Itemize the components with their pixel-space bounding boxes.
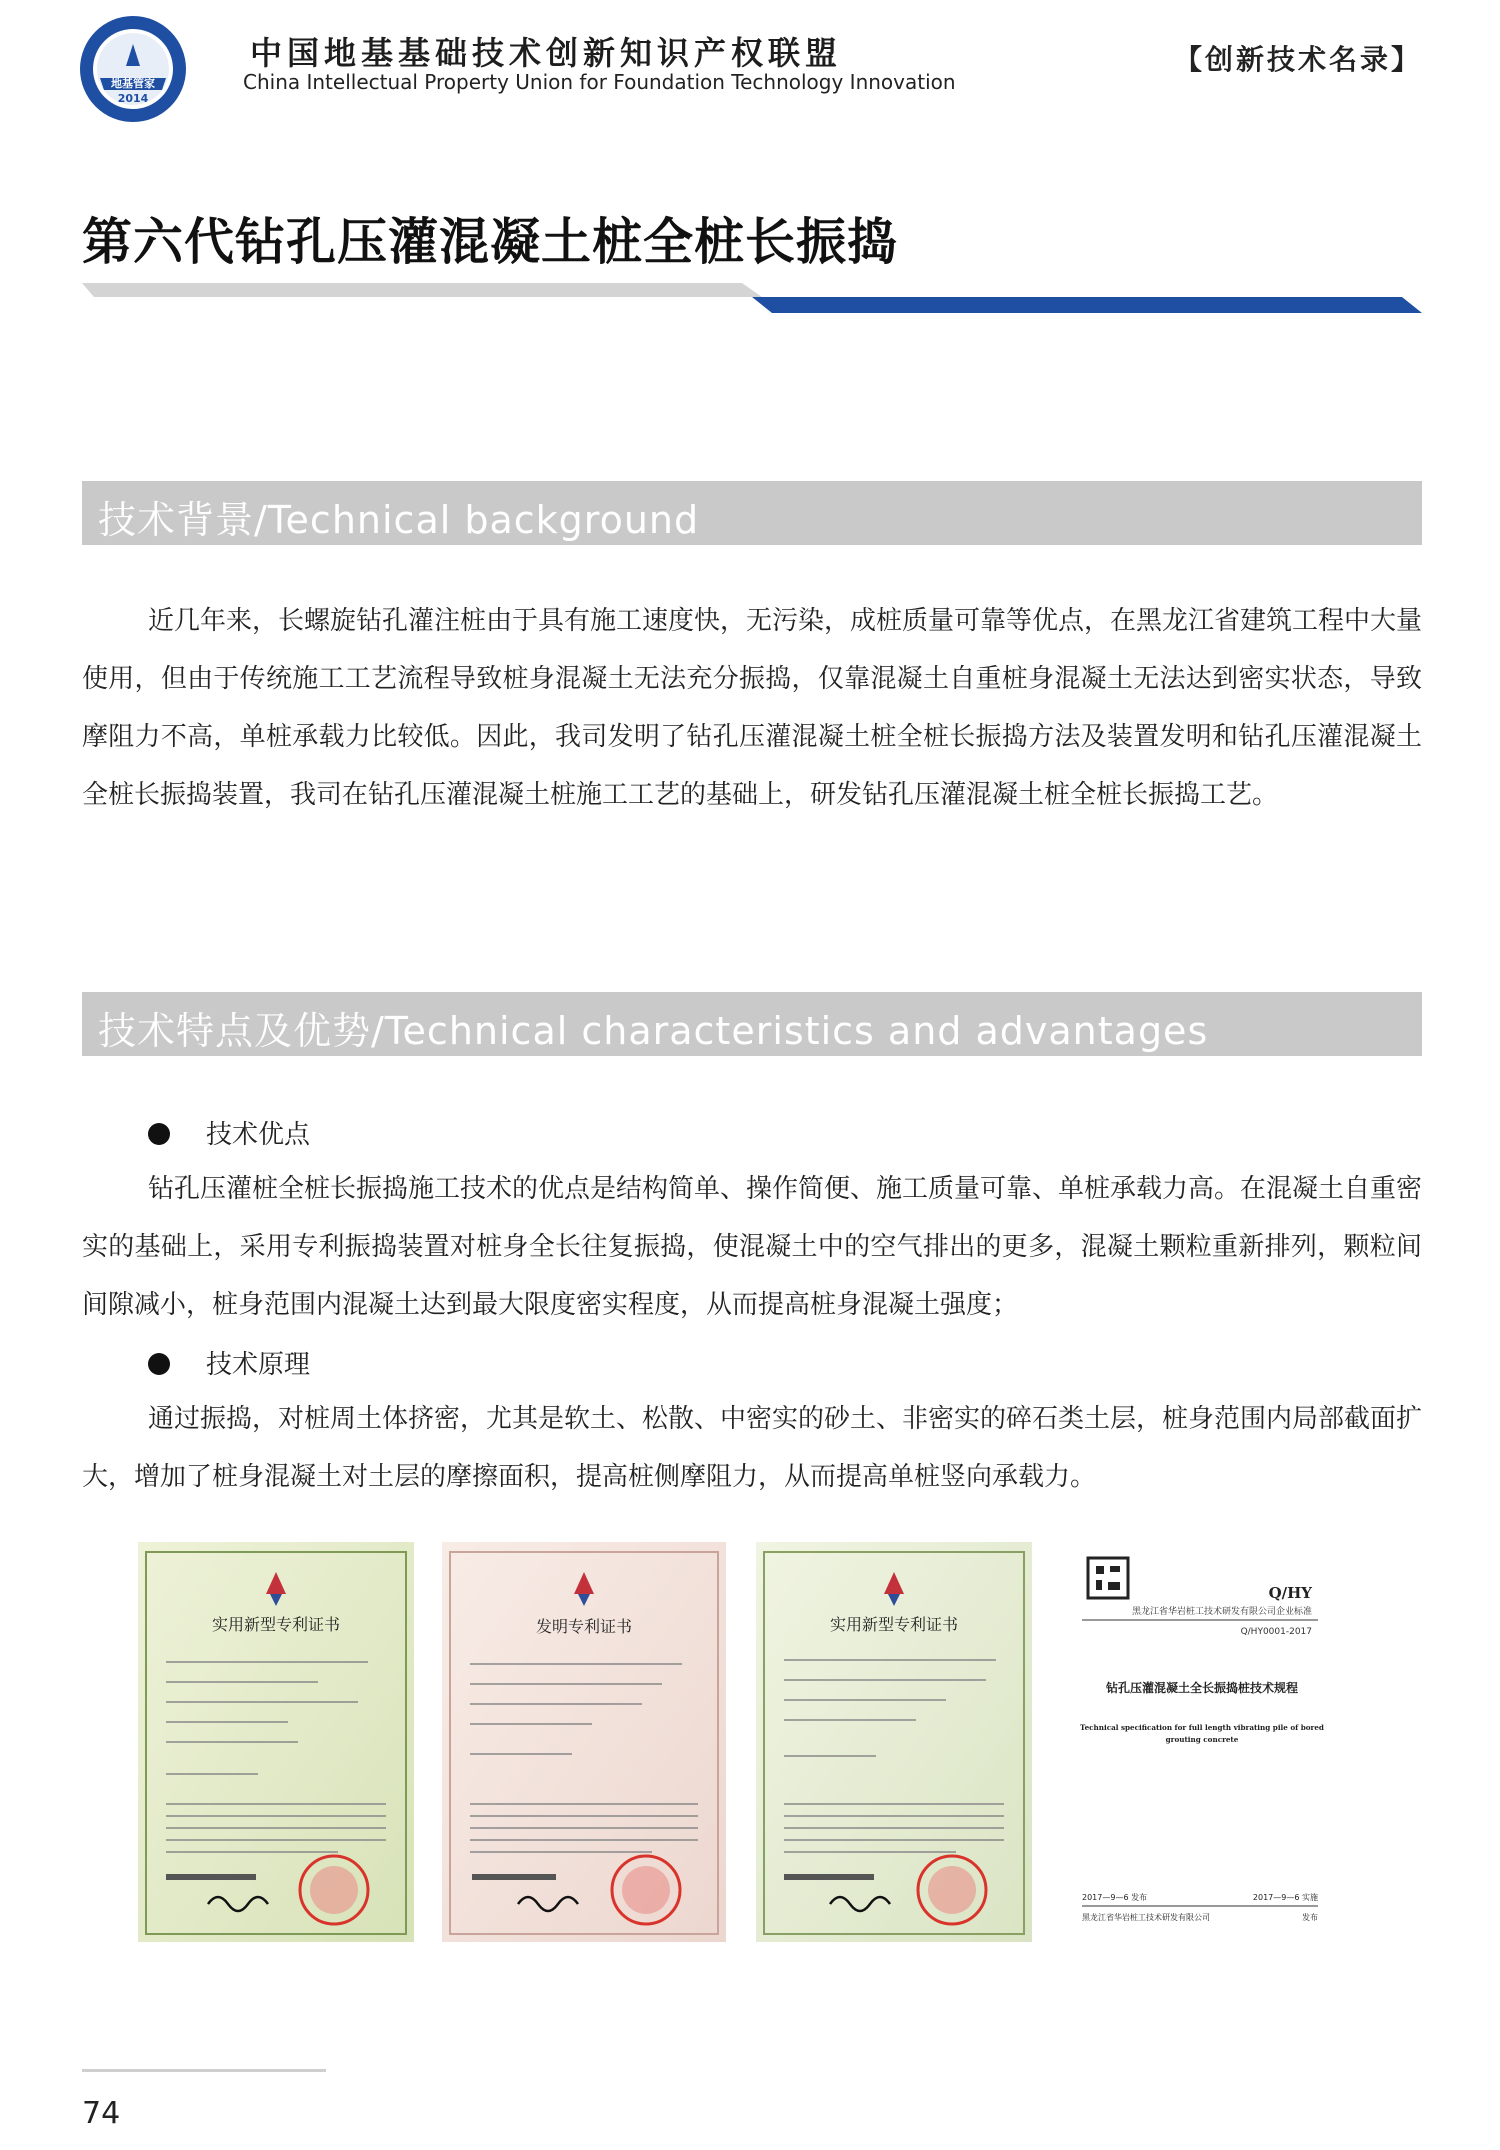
cert-1-title: 实用新型专利证书	[211, 1615, 341, 1634]
section-heading-background-text: 技术背景/Technical background	[98, 498, 700, 542]
std-publisher: 黑龙江省华岩桩工技术研发有限公司	[1082, 1913, 1210, 1922]
alliance-seal-logo-icon	[78, 14, 188, 124]
header-tag: 【创新技术名录】	[1173, 43, 1422, 76]
alliance-logo	[78, 14, 188, 124]
bullet-advantages-label: 技术优点	[206, 1120, 311, 1150]
std-issuer: 黑龙江省华岩桩工技术研发有限公司企业标准	[1131, 1607, 1312, 1617]
std-release-date: 2017—9—6 发布	[1082, 1893, 1148, 1902]
logo-year: 2014	[117, 92, 149, 105]
section-heading-characteristics	[82, 992, 1422, 1056]
patent-certificate-2	[442, 1542, 726, 1942]
cert-3-title: 实用新型专利证书	[829, 1615, 959, 1634]
std-code: Q/HY	[1268, 1584, 1312, 1602]
utility-patent-certificate-icon	[756, 1542, 1032, 1942]
principle-paragraph: 通过振捣，对桩周土体挤密，尤其是软土、松散、中密实的砂土、非密实的碎石类土层，桩身范围内局部截面扩大，增加了桩身混凝土对土层的摩擦面积，提高桩侧摩阻力，从而提高单桩竖向承载力。	[82, 1404, 1423, 1492]
patent-certificate-1	[138, 1542, 414, 1942]
bullet-advantages	[148, 1114, 310, 1151]
std-publish-word: 发布	[1302, 1913, 1318, 1922]
background-paragraph: 近几年来，长螺旋钻孔灌注桩由于具有施工速度快，无污染，成桩质量可靠等优点，在黑龙江省建筑工程中大量使用，但由于传统施工工艺流程导致桩身混凝土无法充分振捣，仅靠混凝土自重桩身混凝土无法达到密实状态，导致摩阻力不高，单桩承载力比较低。因此，我司发明了钻孔压灌混凝土桩全桩长振捣方法及装置发明和钻孔压灌混凝土全桩长振捣装置，我司在钻孔压灌混凝土桩施工工艺的基础上，研发钻孔压灌混凝土桩全桩长振捣工艺。	[82, 606, 1423, 810]
page-number: 74	[82, 2096, 121, 2131]
enterprise-standard-document-icon	[1062, 1542, 1342, 1942]
org-name-cn: 中国地基基础技术创新知识产权联盟	[250, 34, 843, 72]
enterprise-standard-document	[1062, 1542, 1342, 1942]
std-title-cn: 钻孔压灌混凝土全长振捣桩技术规程	[1105, 1681, 1299, 1695]
footer-divider	[82, 2069, 326, 2072]
std-title-en-1: Technical specification for full length vibrating pile of bored	[1080, 1723, 1324, 1732]
patent-certificate-3	[756, 1542, 1032, 1942]
utility-patent-certificate-icon	[138, 1542, 414, 1942]
std-effective-date: 2017—9—6 实施	[1252, 1893, 1318, 1902]
advantages-paragraph: 钻孔压灌桩全桩长振捣施工技术的优点是结构简单、操作简便、施工质量可靠、单桩承载力高。在混凝土自重密实的基础上，采用专利振捣装置对桩身全长往复振捣，使混凝土中的空气排出的更多，混凝土颗粒重新排列，颗粒间间隙减小，桩身范围内混凝土达到最大限度密实程度，从而提高桩身混凝土强度；	[82, 1174, 1423, 1320]
page-title: 第六代钻孔压灌混凝土桩全桩长振捣	[82, 213, 898, 271]
logo-text: 地基管家	[111, 77, 155, 90]
cert-2-title: 发明专利证书	[535, 1617, 633, 1636]
bullet-dot-icon	[148, 1123, 170, 1145]
bullet-principle	[148, 1344, 310, 1381]
section-heading-characteristics-text: 技术特点及优势/Technical characteristics and advantages	[98, 1009, 1209, 1053]
std-number: Q/HY0001-2017	[1240, 1627, 1312, 1637]
section-heading-background	[82, 481, 1422, 545]
bullet-principle-label: 技术原理	[206, 1350, 311, 1380]
org-name-en: China Intellectual Property Union for Foundation Technology Innovation	[243, 70, 956, 94]
invention-patent-certificate-icon	[442, 1542, 726, 1942]
title-divider	[82, 283, 1422, 315]
bullet-dot-icon	[148, 1353, 170, 1375]
std-title-en-2: grouting concrete	[1165, 1735, 1239, 1744]
